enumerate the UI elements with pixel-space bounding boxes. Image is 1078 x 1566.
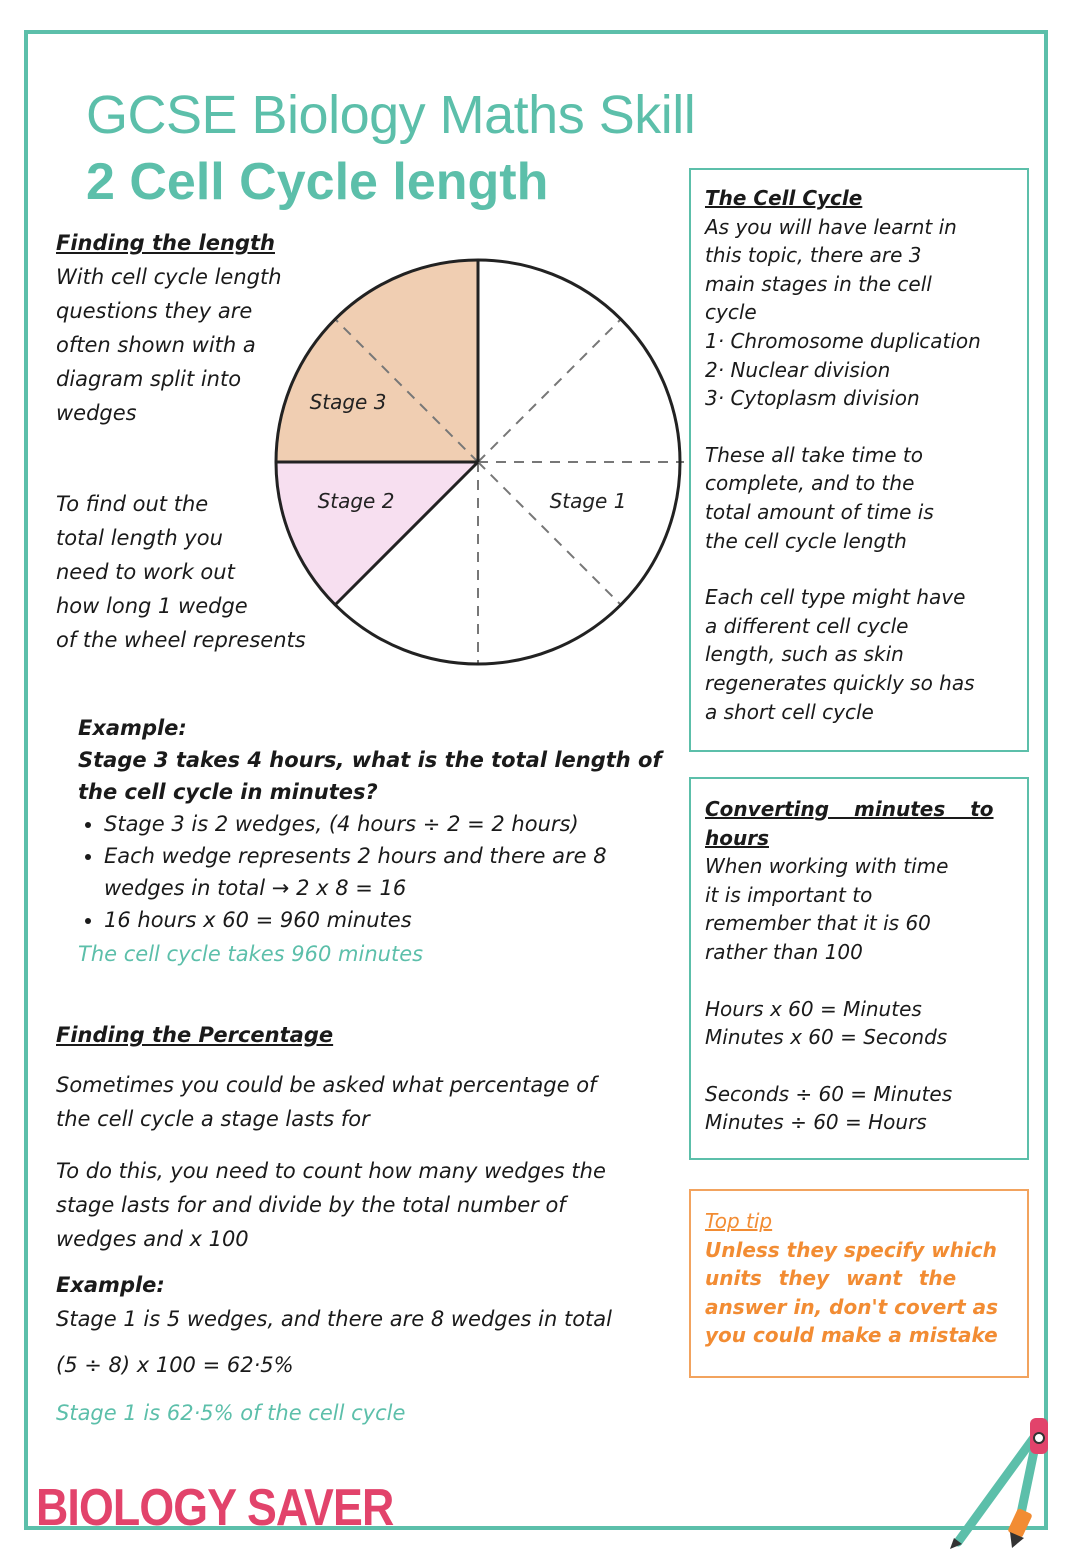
example-2-answer: Stage 1 is 62·5% of the cell cycle (56, 1401, 406, 1425)
cell-cycle-wheel (270, 258, 690, 670)
converting-box (689, 777, 1029, 1160)
text-line: cycle (705, 300, 757, 325)
example-1-steps (78, 808, 678, 936)
text-line: the cell cycle a stage lasts for (56, 1107, 370, 1131)
stage-item: 3· Cytoplasm division (705, 386, 920, 411)
text-line: length, such as skin (705, 642, 904, 667)
text-line: a short cell cycle (705, 699, 874, 724)
text-line: Sometimes you could be asked what percentage of (56, 1073, 597, 1097)
page-subtitle: 2 Cell Cycle length (86, 153, 549, 211)
top-tip-box (689, 1189, 1029, 1378)
text-line: total amount of time is (705, 499, 934, 524)
text-line: To find out the (56, 492, 209, 516)
text-line: rather than 100 (705, 939, 863, 964)
text-line: When working with time (705, 854, 949, 879)
text-line: Each wedge represents 2 hours and there are 8 (104, 844, 607, 868)
top-tip-heading: Top tip (705, 1209, 773, 1233)
stage-3-label: Stage 3 (309, 390, 387, 414)
text-line: Each cell type might have (705, 585, 966, 610)
text-line: remember that it is 60 (705, 911, 931, 936)
example-2-label: Example: (56, 1273, 165, 1297)
cell-cycle-heading: The Cell Cycle (705, 186, 863, 210)
text-line: As you will have learnt in (705, 214, 957, 239)
text-line: complete, and to the (705, 471, 915, 496)
formula: Hours x 60 = Minutes (705, 996, 922, 1021)
text-line: regenerates quickly so has (705, 670, 975, 695)
text-line: the cell cycle length (705, 528, 907, 553)
text-line: answer in, don't covert as (705, 1294, 999, 1319)
stage-1-label: Stage 1 (549, 489, 627, 513)
text-line: wedges in total → 2 x 8 = 16 (104, 876, 407, 900)
example-1-question-2: the cell cycle in minutes? (78, 780, 378, 804)
percentage-para-2 (56, 1154, 686, 1256)
text-line: need to work out (56, 560, 235, 584)
list-item (104, 840, 678, 904)
text-line: wedges (56, 401, 137, 425)
converting-heading-2: hours (705, 825, 769, 850)
text-line: stage lasts for and divide by the total number of (56, 1193, 566, 1217)
text-line: often shown with a (56, 333, 256, 357)
formula: Seconds ÷ 60 = Minutes (705, 1081, 953, 1106)
formula: Minutes x 60 = Seconds (705, 1025, 948, 1050)
text-line: units they want the (705, 1266, 957, 1291)
text-line: you could make a mistake (705, 1323, 998, 1348)
example-1-answer: The cell cycle takes 960 minutes (78, 942, 424, 966)
example-2-line: Stage 1 is 5 wedges, and there are 8 wedges in total (56, 1307, 612, 1331)
text-line: These all take time to (705, 442, 923, 467)
biology-saver-logo: BIOLOGY SAVER (36, 1479, 394, 1537)
example-1-label: Example: (78, 716, 187, 740)
finding-length-heading: Finding the length (56, 231, 275, 255)
page-title: GCSE Biology Maths Skill (86, 85, 696, 145)
text-line: a different cell cycle (705, 613, 909, 638)
text-line: main stages in the cell (705, 271, 932, 296)
text-line: how long 1 wedge (56, 594, 248, 618)
converting-heading: Converting minutes to (705, 797, 994, 821)
text-line: of the wheel represents (56, 628, 306, 652)
stage-item: 1· Chromosome duplication (705, 328, 981, 353)
finding-percentage-heading: Finding the Percentage (56, 1023, 334, 1047)
text-line: Unless they specify which (705, 1237, 997, 1262)
text-line: this topic, there are 3 (705, 243, 922, 268)
example-2-calc: (5 ÷ 8) x 100 = 62·5% (56, 1353, 294, 1377)
spacer (705, 555, 1013, 583)
spacer (705, 967, 1013, 995)
finding-percentage-section (56, 1018, 686, 1430)
text-line: questions they are (56, 299, 253, 323)
text-line: To do this, you need to count how many wedges the (56, 1159, 606, 1183)
example-1 (78, 712, 678, 970)
text-line: diagram split into (56, 367, 242, 391)
stage-2-wedge (276, 462, 478, 605)
cell-cycle-box (689, 168, 1029, 752)
list-item: • 16 hours x 60 = 960 minutes (104, 904, 678, 936)
percentage-para-1 (56, 1068, 686, 1136)
text-line: wedges and x 100 (56, 1227, 249, 1251)
example-1-question: Stage 3 takes 4 hours, what is the total length of (78, 748, 662, 772)
stage-2-label: Stage 2 (317, 489, 395, 513)
compass-icon (940, 1410, 1070, 1550)
formula: Minutes ÷ 60 = Hours (705, 1110, 927, 1135)
text-line: total length you (56, 526, 223, 550)
stage-item: 2· Nuclear division (705, 357, 891, 382)
list-item: • Stage 3 is 2 wedges, (4 hours ÷ 2 = 2 hours) (104, 808, 678, 840)
spacer (705, 1052, 1013, 1080)
text-line: With cell cycle length (56, 265, 282, 289)
text-line: it is important to (705, 882, 873, 907)
spacer (705, 413, 1013, 441)
